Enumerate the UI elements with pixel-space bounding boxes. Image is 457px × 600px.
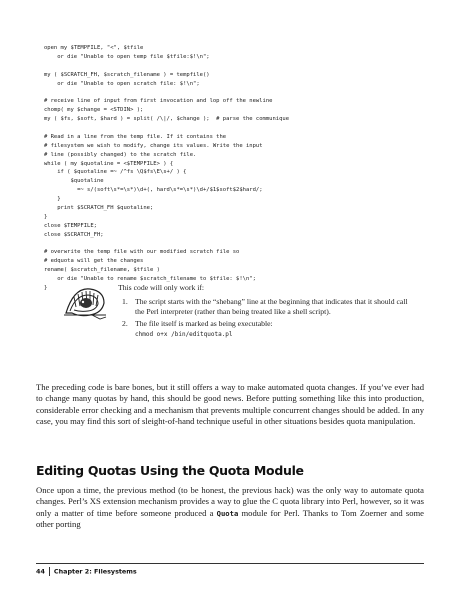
code-line: # edquota will get the changes [44, 258, 144, 265]
note-list [118, 297, 418, 340]
code-line: close $SCRATCH_FH; [44, 231, 104, 238]
code-line: # receive line of input from first invocation and lop off the newline [44, 98, 273, 105]
body-paragraph: The preceding code is bare bones, but it still offers a way to make automated quota changes. If you’ve ever had to change many quotas by hand, this should be good news. Before putting something like this into production, considerable error checking and a mechanism that prevents multiple concurrent changes should be added. In any case, you may find this sort of sleight-of-hand technique useful in other situations besides quota manipulation. [36, 382, 424, 427]
code-line: open my $TEMPFILE, "<", $tfile [44, 45, 144, 51]
code-line: while ( my $quotaline = <$TEMPFILE> ) { [44, 160, 174, 167]
code-line: print $SCRATCH_FH $quotaline; [44, 205, 154, 212]
code-line: # Read in a line from the temp file. If it contains the [44, 133, 227, 140]
list-item [118, 297, 418, 317]
section-heading: Editing Quotas Using the Quota Module [36, 463, 304, 478]
code-line [44, 240, 444, 249]
code-line: or die "Unable to rename $scratch_filename to $tfile: $!\n"; [44, 276, 256, 283]
code-line: chomp( my $change = <STDIN> ); [44, 107, 144, 114]
list-item [118, 319, 418, 340]
code-line: } [44, 196, 61, 203]
code-line: my ( $SCRATCH_FH, $scratch_filename ) = tempfile() [44, 71, 210, 78]
footer-separator [49, 567, 50, 576]
chapter-title: Chapter 2: Filesystems [53, 567, 137, 576]
paragraph-text: module for Perl. Thanks to Tom Zoerner and some other porting [36, 507, 424, 530]
paragraph-text: Once upon a time, the previous method (to be honest, the previous hack) was the only way to automate quota changes. Perl’s XS extension mechanism provides a way to glue the C quota library into Perl, however, so it was only a matter of time before someone produced a [36, 485, 424, 518]
code-line: $quotaline [44, 178, 104, 185]
code-line: # line (possibly changed) to the scratch file. [44, 151, 197, 158]
code-line: my ( $fs, $soft, $hard ) = split( /\|/, $change ); # parse the communique [44, 116, 290, 123]
code-line: } [44, 285, 48, 292]
note-lead: This code will only work if: [118, 283, 205, 292]
code-line: } [44, 213, 48, 220]
footer-rule [36, 563, 424, 564]
list-number: 1. [122, 296, 128, 306]
code-line: # overwrite the temp file with our modified scratch file so [44, 249, 240, 256]
chmod-command: chmod o+x /bin/editquota.pl [135, 331, 233, 339]
code-line: close $TEMPFILE; [44, 222, 97, 229]
warning-note [118, 283, 418, 343]
trapped-animal-warning-icon [62, 283, 108, 321]
code-line: if ( $quotaline =~ /^fs \Q$fs\E\s+/ ) { [44, 169, 187, 176]
page-footer [36, 567, 137, 576]
code-line [44, 88, 444, 97]
perl-code-listing [44, 44, 444, 293]
code-line: or die "Unable to open temp file $tfile:$!\n"; [44, 53, 210, 60]
code-line: or die "Unable to open scratch file: $!\n"; [44, 80, 200, 87]
list-item-text: The script starts with the “shebang” line at the beginning that indicates that it should call the Perl interpreter (rather than being treated like a shell script). [135, 296, 408, 316]
code-line: rename( $scratch_filename, $tfile ) [44, 267, 160, 274]
code-line: # filesystem we wish to modify, change its values. Write the input [44, 142, 263, 149]
body-paragraph [36, 485, 424, 531]
list-number: 2. [122, 319, 128, 329]
list-item-text: The file itself is marked as being executable: [135, 319, 273, 329]
code-line: =~ s/(soft\s*=\s*)\d+(, hard\s*=\s*)\d+/$1$soft$2$hard/; [44, 187, 263, 194]
page-number: 44 [36, 567, 45, 576]
code-line [44, 124, 444, 133]
inline-code: Quota [216, 508, 239, 518]
code-line [44, 62, 444, 71]
